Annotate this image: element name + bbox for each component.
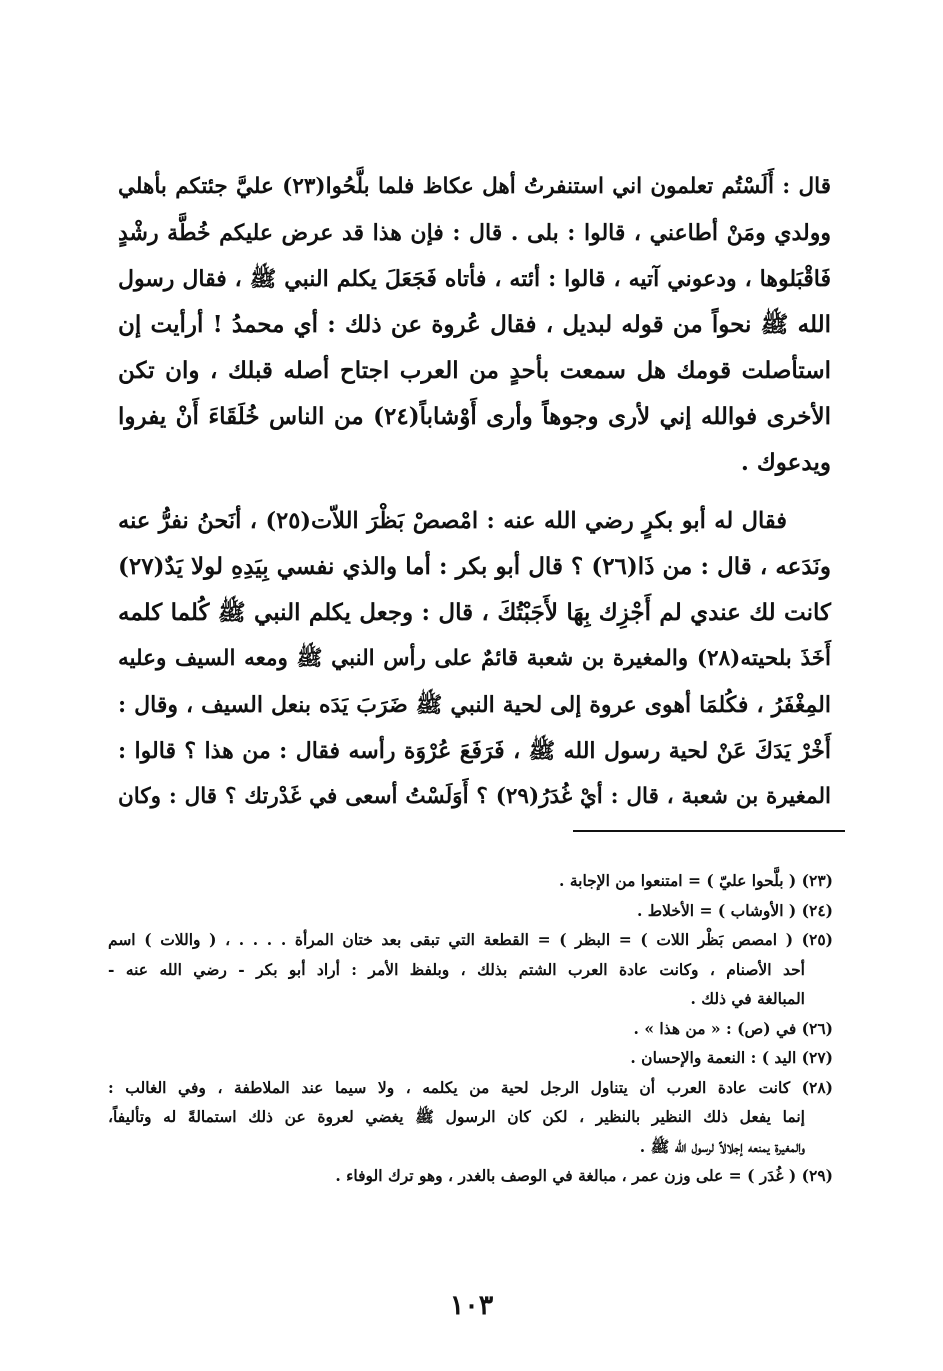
paragraph-line: استأصلت قومك هل سمعت بأحدٍ من العرب اجتاح أصله قبلك ، وان تكن: [118, 357, 831, 384]
paragraph-line: فقال له أبو بكرٍ رضي الله عنه : امْصصْ بَظْرَ اللاّت(٢٥) ، أنَحنُ نفرُّ عنه: [118, 508, 787, 534]
paragraph-line: أَخْرْ يَدَكَ عَنْ لحية رسول الله ﷺ ، فَرَفَعَ عُرْوَة رأسه فقال : من هذا ؟ قالوا :: [118, 738, 831, 764]
paragraph-line: وولدي ومَنْ أطاعني ، قالوا : بلى . قال : فإن هذا قد عرض عليكم خُطَّة رشْدٍ: [118, 220, 831, 246]
page-number: ١٠٣: [449, 1290, 494, 1321]
paragraph-1: [118, 164, 831, 486]
footnote-line: (٢٧) اليد ) : النعمة والإحسان .: [630, 1048, 833, 1067]
paragraph-line: قال : أَلَسْتُم تعلمون اني استنفرتُ أهل عكاظ فلما بلَّحُوا(٢٣) عليَّ جئتكم بأهلي: [118, 174, 831, 199]
footnote-separator: [573, 830, 845, 832]
footnote-line: إنما يفعل ذلك النظير بالنظير ، لكن كان الرسول ﷺ يغضي لعروة عن ذلك استمالةً له وتأليفاً،: [108, 1107, 805, 1126]
footnotes: [108, 866, 833, 1191]
footnote-line: (٢٩) ( غُدَر ) = على وزن عمر ، مبالغة في الوصف بالغدر ، وهو ترك الوفاء .: [335, 1166, 833, 1185]
paragraph-line: كانت لك عندي لم أَجْزِك بِهَا لأَجَبْتُكَ ، قال : وجعل يكلم النبي ﷺ كُلما كلمه: [118, 599, 831, 626]
footnote-line: (٢٥) ( امصص بَظْر اللات ) = البظر ) = القطعة التي تبقى بعد ختان المرأة . . . . ، ( واللات ) اسم: [108, 930, 833, 949]
paragraph-line: الله ﷺ نحواً من قوله لبديل ، فقال عُروة عن ذلك : أي محمدُ ! أرأيت إن: [118, 311, 831, 338]
paragraph-2: [118, 498, 831, 820]
paragraph-line: ويدعوك .: [740, 449, 831, 476]
footnote-line: (٢٤) ( الأوشاب ) = الأخلاط .: [636, 900, 833, 920]
footnote-line: والمغيرة يمنعه إجلالاً لرسول الله ﷺ .: [639, 1136, 805, 1156]
paragraph-line: المِغْفَرُ ، فكُلمَا أهوى عروة إلى لحية النبي ﷺ ضَرَبَ يَدَه بنعل السيف ، وقال :: [118, 692, 831, 718]
paragraph-line: أَخَذَ بلحيته(٢٨) والمغيرة بن شعبة قائمٌ على رأس النبي ﷺ ومعه السيف وعليه: [118, 646, 831, 671]
footnote-line: أحد الأصنام ، وكانت عادة العرب الشتم بذلك ، وبلفظ الأمر : أراد أبو بكر - رضي الله عنه -: [108, 959, 805, 979]
footnote-line: (٢٦) في (ص) : « من هذا » .: [633, 1018, 833, 1038]
paragraph-line: ونَدَعه ، قال : من ذَا(٢٦) ؟ قال أبو بكر : أما والذي نفسي بِيَدِهِ لولا يَدٌ(٢٧): [118, 553, 831, 580]
footnote-line: (٢٣) ( بلَّحوا عليّ ) = امتنعوا من الإجابة .: [559, 871, 833, 890]
paragraph-line: فَاقْبَلوها ، ودعوني آتيه ، قالوا : أئته ، فأتاه فَجَعَلَ يكلم النبي ﷺ ، فقال رسول: [118, 266, 831, 292]
footnote-line: (٢٨) كانت عادة العرب أن يتناول الرجل لحية من يكلمه ، ولا سيما عند الملاطفة ، وفي الغالب :: [108, 1077, 833, 1097]
paragraph-line: الأخرى فوالله إني لأرى وجوهاً وأرى أَوْشاباً(٢٤) من الناس خُلَقَاءَ أَنْ يفروا: [118, 403, 832, 430]
footnote-line: المبالغة في ذلك .: [690, 989, 805, 1008]
paragraph-line: المغيرة بن شعبة ، قال : أيْ غُدَرُ(٢٩) ؟ أَوَلَسْتُ أسعى في غَدْرتك ؟ قال : وكان: [118, 784, 831, 809]
